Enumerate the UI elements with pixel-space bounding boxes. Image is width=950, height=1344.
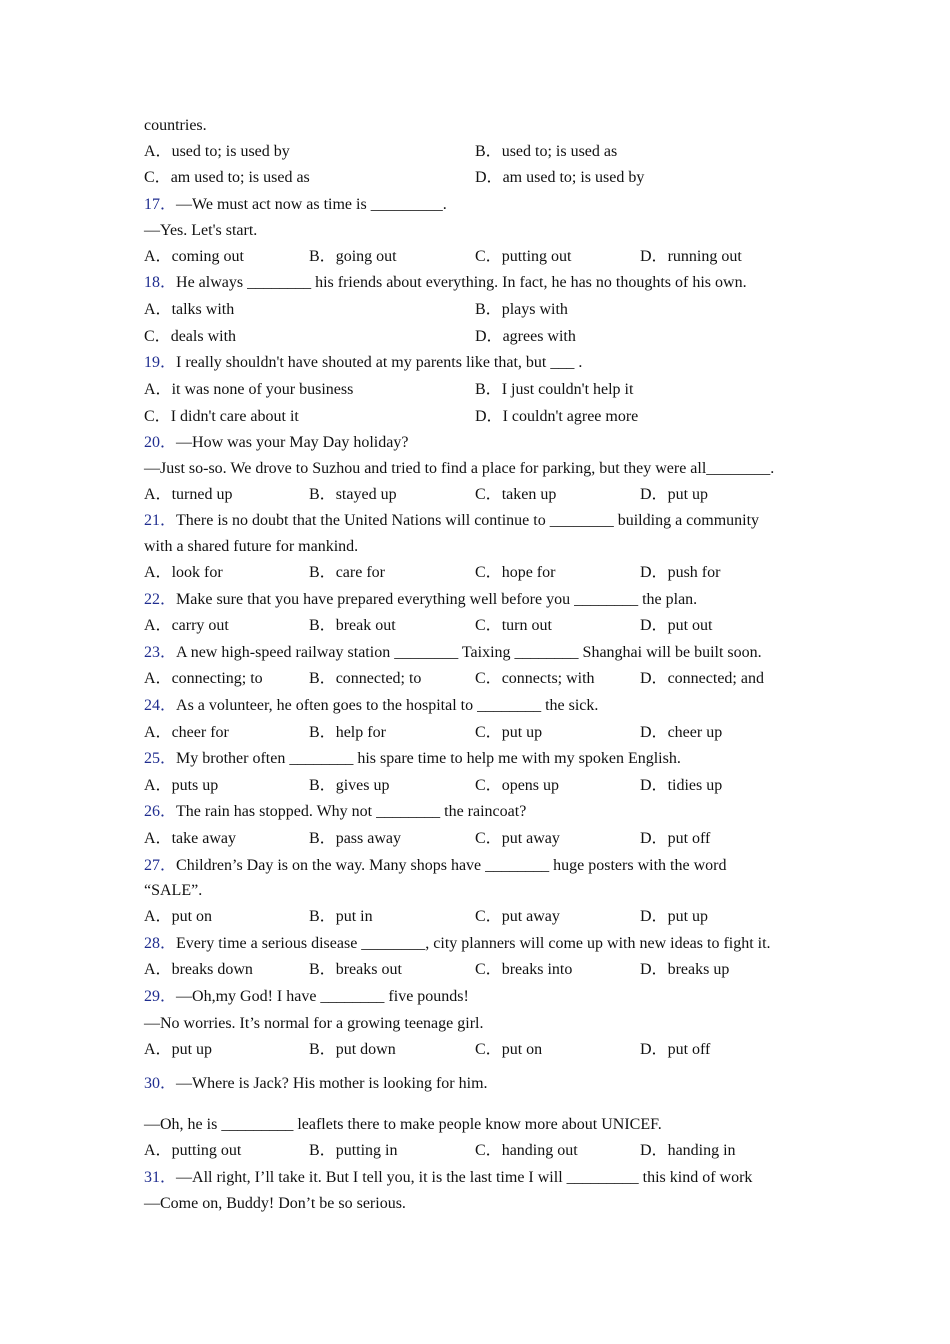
option-c: C．handing out	[475, 1142, 578, 1159]
option-a: A．take away	[144, 830, 236, 847]
option-b: B．put down	[309, 1041, 396, 1058]
option-b: B．used to; is used as	[475, 143, 618, 160]
question-number: 30．	[144, 1075, 177, 1092]
question-30: 30．—Where is Jack? His mother is looking for him.	[144, 1075, 488, 1092]
option-a: A．putting out	[144, 1142, 242, 1159]
option-c: C．turn out	[475, 617, 552, 634]
option-b: B．care for	[309, 564, 385, 581]
question-25: 25．My brother often ________ his spare time to help me with my spoken English.	[144, 750, 681, 767]
option-d: D．put off	[640, 1041, 711, 1058]
option-a: A．talks with	[144, 301, 235, 318]
question-23: 23．A new high-speed railway station ________ Taixing ________ Shanghai will be built soon.	[144, 644, 762, 661]
lead-in-text: countries.	[144, 117, 207, 134]
question-text: —Come on, Buddy! Don’t be so serious.	[144, 1195, 406, 1212]
question-text: —Oh, he is _________ leaflets there to make people know more about UNICEF.	[144, 1116, 662, 1133]
option-b: B．stayed up	[309, 486, 397, 503]
option-a: A．coming out	[144, 248, 244, 265]
option-c: C．breaks into	[475, 961, 573, 978]
option-a: A．connecting; to	[144, 670, 263, 687]
question-text: with a shared future for mankind.	[144, 538, 359, 555]
option-c: C．taken up	[475, 486, 557, 503]
question-text: —No worries. It’s normal for a growing teenage girl.	[144, 1015, 484, 1032]
question-number: 31．	[144, 1169, 177, 1186]
question-number: 19．	[144, 354, 177, 371]
option-d: D．I couldn't agree more	[475, 408, 639, 425]
option-d: D．running out	[640, 248, 742, 265]
question-22: 22．Make sure that you have prepared everything well before you ________ the plan.	[144, 591, 698, 608]
option-a: A．put up	[144, 1041, 213, 1058]
option-c: C．hope for	[475, 564, 556, 581]
option-d: D．put up	[640, 908, 709, 925]
question-number: 18．	[144, 274, 177, 291]
question-28: 28．Every time a serious disease ________, city planners will come up with new ideas to fight it.	[144, 935, 771, 952]
question-27: 27．Children’s Day is on the way. Many shops have ________ huge posters with the word	[144, 857, 727, 874]
option-a: A．used to; is used by	[144, 143, 290, 160]
option-c: C．opens up	[475, 777, 560, 794]
question-17: 17．—We must act now as time is _________.	[144, 196, 447, 213]
option-d: D．agrees with	[475, 328, 576, 345]
option-b: B．connected; to	[309, 670, 422, 687]
question-number: 24．	[144, 697, 177, 714]
option-a: A．it was none of your business	[144, 381, 354, 398]
option-b: B．break out	[309, 617, 396, 634]
option-b: B．I just couldn't help it	[475, 381, 634, 398]
question-20: 20．—How was your May Day holiday?	[144, 434, 409, 451]
option-a: A．look for	[144, 564, 223, 581]
option-a: A．put on	[144, 908, 213, 925]
question-number: 28．	[144, 935, 177, 952]
question-number: 27．	[144, 857, 177, 874]
question-number: 26．	[144, 803, 177, 820]
option-c: C．deals with	[144, 328, 237, 345]
option-b: B．plays with	[475, 301, 568, 318]
option-a: A．breaks down	[144, 961, 253, 978]
question-text: “SALE”.	[144, 882, 203, 899]
question-31: 31．—All right, I’ll take it. But I tell you, it is the last time I will _________ this kind of work	[144, 1169, 753, 1186]
option-b: B．gives up	[309, 777, 390, 794]
option-b: B．putting in	[309, 1142, 398, 1159]
question-26: 26．The rain has stopped. Why not ________ the raincoat?	[144, 803, 527, 820]
question-number: 29．	[144, 988, 177, 1005]
option-c: C．connects; with	[475, 670, 595, 687]
option-a: A．puts up	[144, 777, 219, 794]
option-b: B．breaks out	[309, 961, 402, 978]
option-d: D．tidies up	[640, 777, 723, 794]
option-b: B．pass away	[309, 830, 401, 847]
option-b: B．help for	[309, 724, 386, 741]
option-d: D．breaks up	[640, 961, 730, 978]
question-19: 19．I really shouldn't have shouted at my parents like that, but ___ .	[144, 354, 583, 371]
option-d: D．cheer up	[640, 724, 723, 741]
question-number: 23．	[144, 644, 177, 661]
option-c: C．putting out	[475, 248, 572, 265]
question-text: —Just so-so. We drove to Suzhou and tried to find a place for parking, but they were all________.	[144, 460, 775, 477]
option-a: A．cheer for	[144, 724, 229, 741]
option-b: B．put in	[309, 908, 373, 925]
option-a: A．turned up	[144, 486, 233, 503]
question-24: 24．As a volunteer, he often goes to the hospital to ________ the sick.	[144, 697, 599, 714]
option-c: C．I didn't care about it	[144, 408, 299, 425]
option-c: C．put up	[475, 724, 543, 741]
option-d: D．put out	[640, 617, 713, 634]
option-a: A．carry out	[144, 617, 229, 634]
option-c: C．put away	[475, 908, 560, 925]
question-text: —Yes. Let's start.	[144, 222, 258, 239]
question-number: 20．	[144, 434, 177, 451]
option-d: D．connected; and	[640, 670, 764, 687]
question-number: 22．	[144, 591, 177, 608]
question-number: 17．	[144, 196, 177, 213]
question-number: 25．	[144, 750, 177, 767]
option-d: D．push for	[640, 564, 721, 581]
option-d: D．put up	[640, 486, 709, 503]
option-c: C．put on	[475, 1041, 543, 1058]
question-18: 18．He always ________ his friends about everything. In fact, he has no thoughts of his own.	[144, 274, 747, 291]
question-number: 21．	[144, 512, 177, 529]
option-c: C．put away	[475, 830, 560, 847]
question-29: 29．—Oh,my God! I have ________ five pounds!	[144, 988, 469, 1005]
option-d: D．put off	[640, 830, 711, 847]
option-b: B．going out	[309, 248, 397, 265]
option-c: C．am used to; is used as	[144, 169, 310, 186]
option-d: D．handing in	[640, 1142, 736, 1159]
question-21: 21．There is no doubt that the United Nations will continue to ________ building a community	[144, 512, 760, 529]
option-d: D．am used to; is used by	[475, 169, 645, 186]
